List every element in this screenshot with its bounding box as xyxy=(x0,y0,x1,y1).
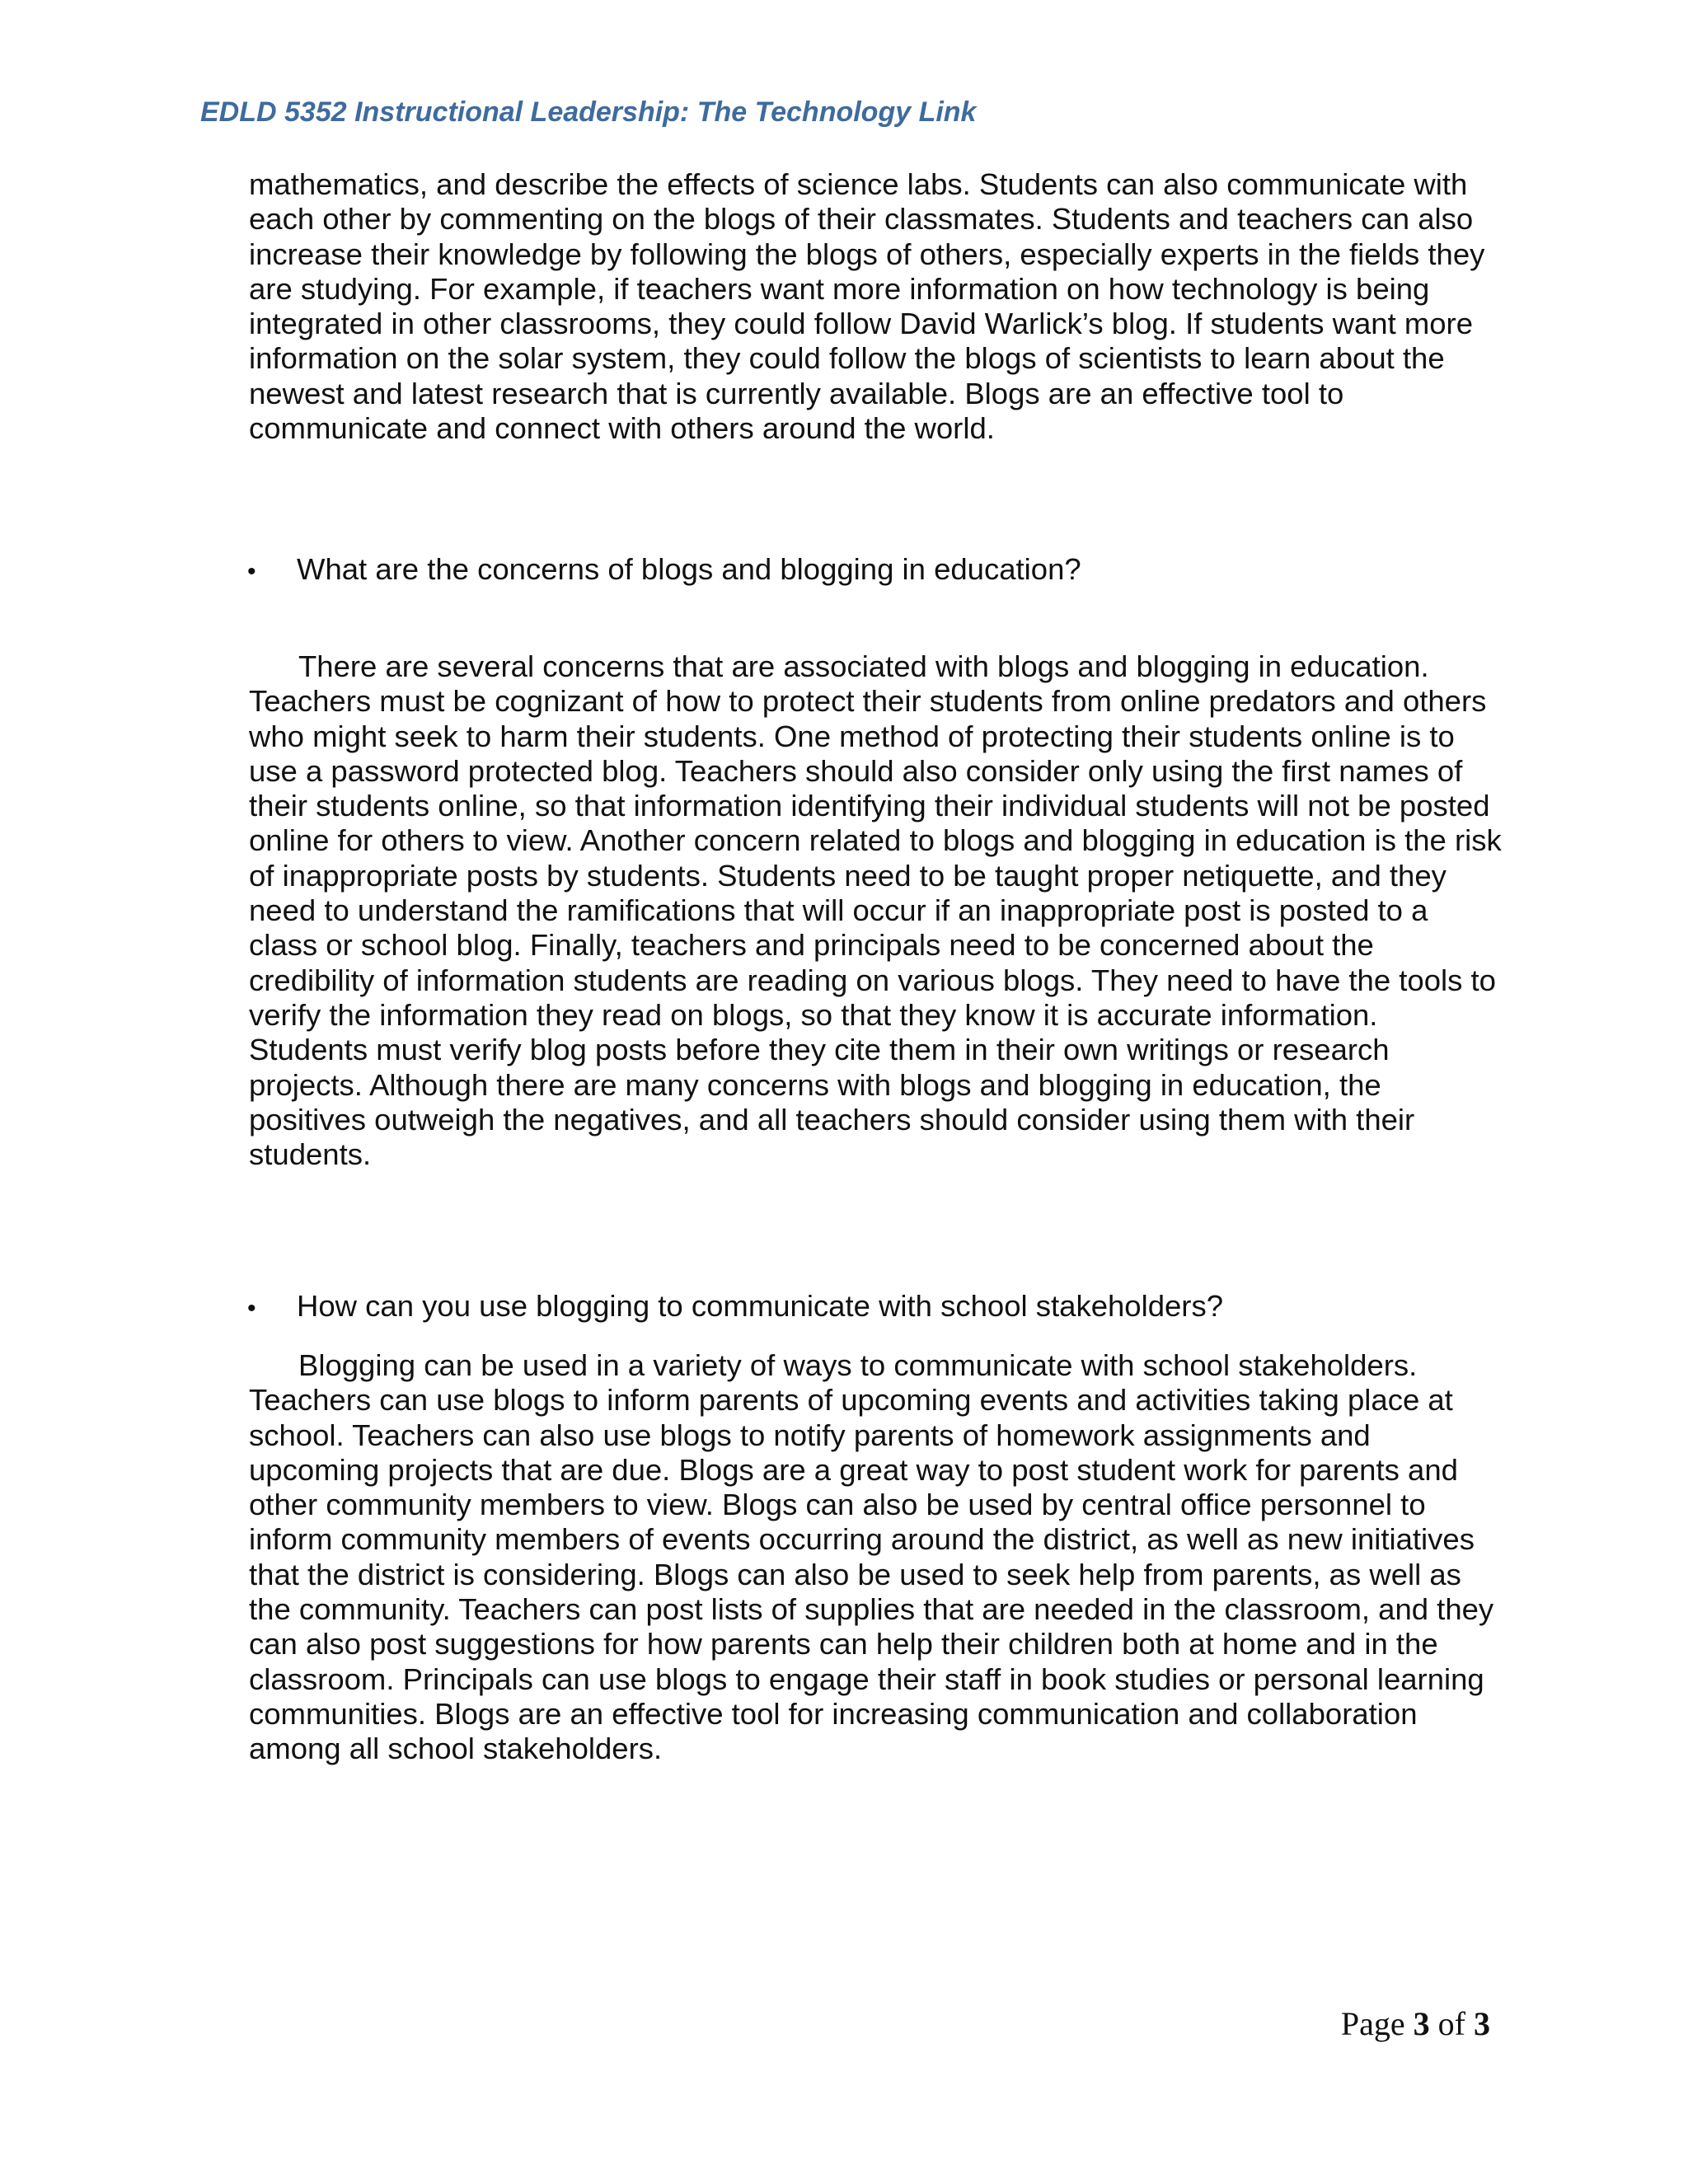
of-word: of xyxy=(1437,2005,1465,2042)
paragraph-blogs-communication: mathematics, and describe the effects of science labs. Students can also communicate with each other by commenting on the blogs of their classmates. Students and teachers can also increase their knowledge by following the blogs of others, especially experts in the fields they are studying. For example, if teachers want more information on how technology is being integrated in other classrooms, they could follow David Warlick’s blog. If students want more information on the solar system, they could follow the blogs of scientists to learn about the newest and latest research that is currently available. Blogs are an effective tool to communicate and connect with others around the world. xyxy=(249,167,1485,446)
page-number xyxy=(1341,2004,1490,2043)
paragraph-stakeholders: Blogging can be used in a variety of ways to communicate with school stakeholders. Teachers can use blogs to inform parents of upcoming events and activities taking place at school. Teachers can also use blogs to notify parents of homework assignments and upcoming projects that are due. Blogs are a great way to post student work for parents and other community members to view. Blogs can also be used by central office personnel to inform community members of events occurring around the district, as well as new initiatives that the district is considering. Blogs can also be used to seek help from parents, as well as the community. Teachers can post lists of supplies that are needed in the classroom, and they can also post suggestions for how parents can help their children both at home and in the classroom. Principals can use blogs to engage their staff in book studies or personal learning communities. Blogs are an effective tool for increasing communication and collaboration among all school stakeholders. xyxy=(249,1348,1494,1766)
question-concerns xyxy=(247,552,1081,589)
question-stakeholders xyxy=(247,1289,1223,1326)
bullet-icon: • xyxy=(247,1295,256,1322)
question-concerns-text: What are the concerns of blogs and blogging in education? xyxy=(297,552,1081,586)
current-page-number: 3 xyxy=(1413,2005,1430,2042)
bullet-icon: • xyxy=(247,558,256,585)
document-header: EDLD 5352 Instructional Leadership: The Technology Link xyxy=(200,96,977,128)
question-stakeholders-text: How can you use blogging to communicate with school stakeholders? xyxy=(297,1289,1224,1323)
total-pages-number: 3 xyxy=(1474,2005,1490,2042)
page-word: Page xyxy=(1340,2005,1405,2042)
paragraph-concerns: There are several concerns that are associated with blogs and blogging in education. Teachers must be cognizant of how to protect their students from online predators and others who might seek to harm their students. One method of protecting their students online is to use a password protected blog. Teachers should also consider only using the first names of their students online, so that information identifying their individual students will not be posted online for others to view. Another concern related to blogs and blogging in education is the risk of inappropriate posts by students. Students need to be taught proper netiquette, and they need to understand the ramifications that will occur if an inappropriate post is posted to a class or school blog. Finally, teachers and principals need to be concerned about the credibility of information students are reading on various blogs. They need to have the tools to verify the information they read on blogs, so that they know it is accurate information. Students must verify blog posts before they cite them in their own writings or research projects. Although there are many concerns with blogs and blogging in education, the positives outweigh the negatives, and all teachers should consider using them with their students. xyxy=(249,649,1502,1172)
